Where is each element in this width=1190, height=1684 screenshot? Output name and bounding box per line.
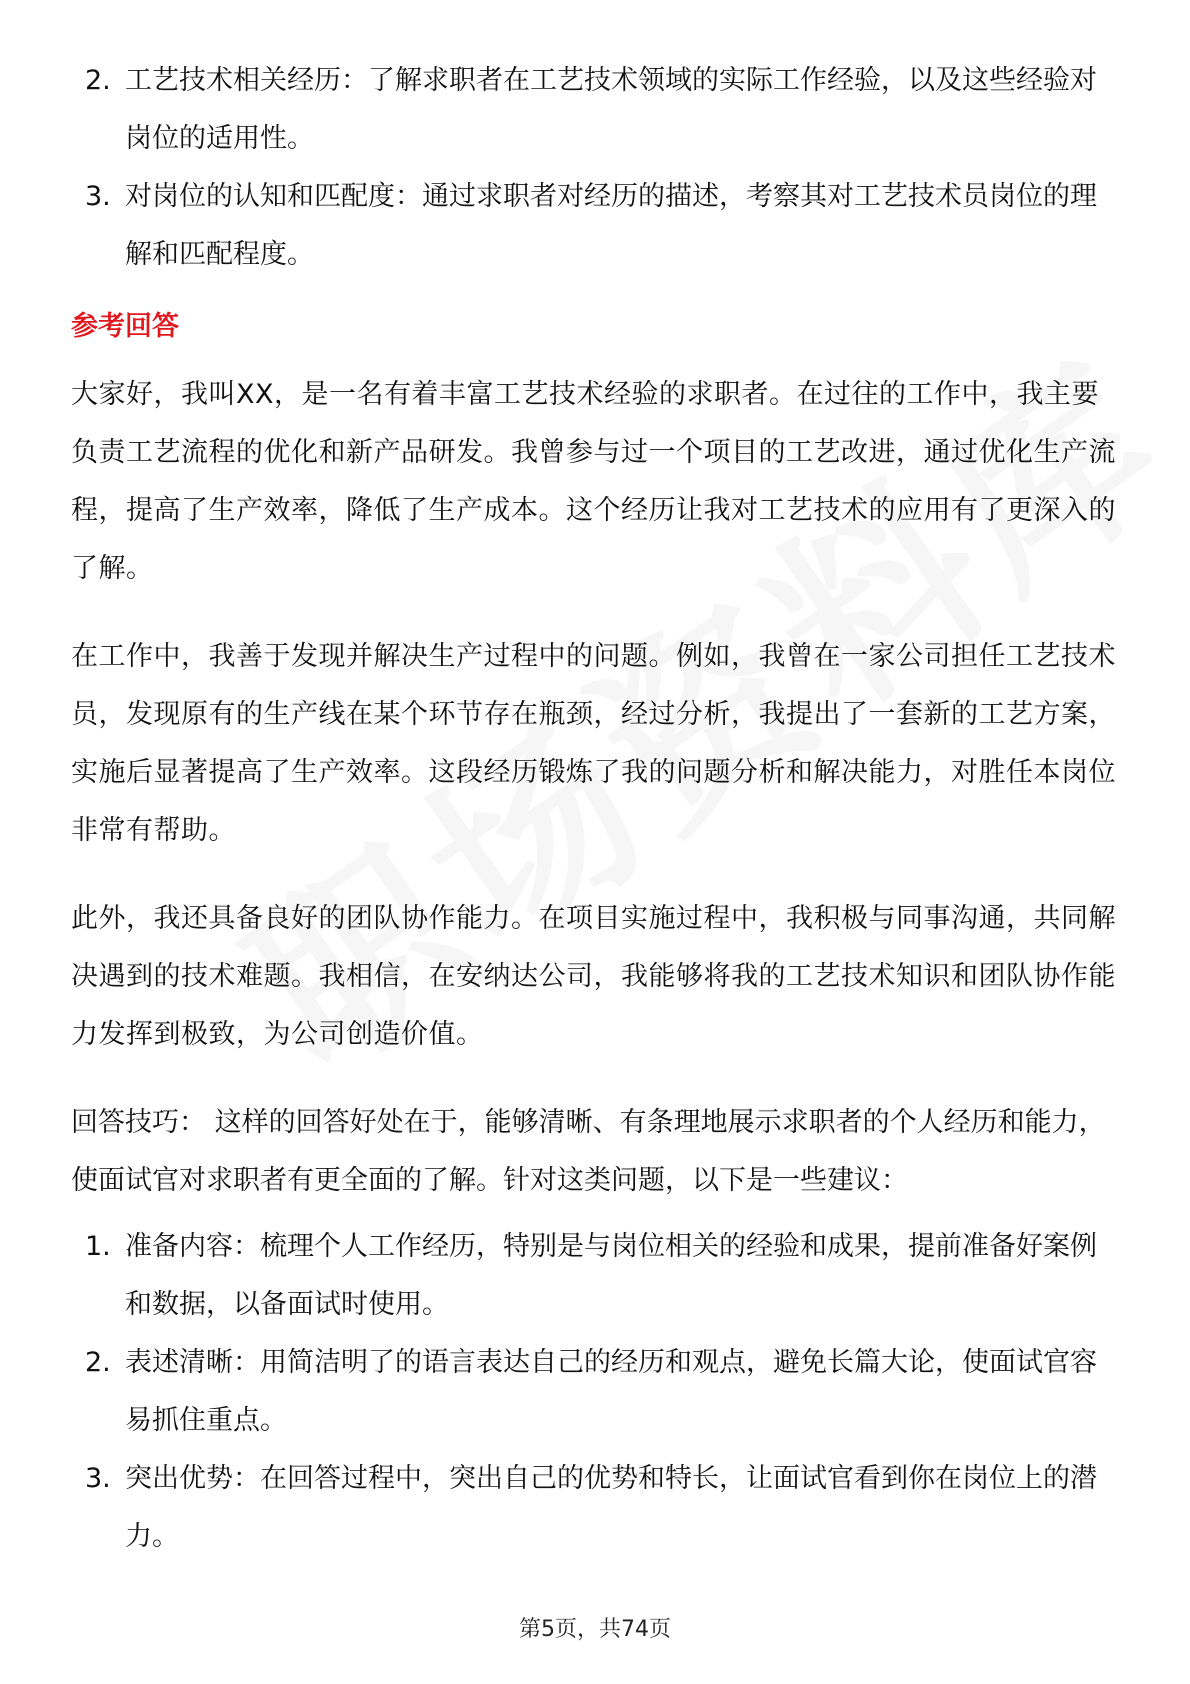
list-item-text: 表述清晰：用简洁明了的语言表达自己的经历和观点，避免长篇大论，使面试官容易抓住重点。	[125, 1347, 1097, 1436]
list-number: 2.	[85, 1347, 111, 1378]
tips-intro: 回答技巧： 这样的回答好处在于，能够清晰、有条理地展示求职者的个人经历和能力，使面试官对求职者有更全面的了解。针对这类问题，以下是一些建议：	[71, 1107, 1106, 1196]
answer-paragraph: 此外，我还具备良好的团队协作能力。在项目实施过程中，我积极与同事沟通，共同解决遇到的技术难题。我相信，在安纳达公司，我能够将我的工艺技术知识和团队协作能力发挥到极致，为公司创造价值。	[71, 903, 1116, 1050]
list-number: 1.	[85, 1231, 111, 1262]
page-number-footer: 第5页，共74页	[519, 1617, 671, 1642]
list-number: 2.	[85, 65, 111, 96]
list-item-text: 突出优势：在回答过程中，突出自己的优势和特长，让面试官看到你在岗位上的潜力。	[125, 1463, 1097, 1552]
list-item	[71, 1450, 1121, 1566]
tips-list	[71, 1218, 1121, 1566]
list-item	[71, 168, 1121, 284]
criteria-list	[71, 52, 1121, 284]
section-heading: 参考回答	[71, 311, 179, 342]
page-content	[71, 52, 1121, 1566]
list-item	[71, 1218, 1121, 1334]
list-item-text: 对岗位的认知和匹配度：通过求职者对经历的描述，考察其对工艺技术员岗位的理解和匹配程度。	[125, 181, 1097, 270]
list-item	[71, 52, 1121, 168]
list-item	[71, 1334, 1121, 1450]
list-item-text: 准备内容：梳理个人工作经历，特别是与岗位相关的经验和成果，提前准备好案例和数据，以备面试时使用。	[125, 1231, 1097, 1320]
list-number: 3.	[85, 181, 111, 212]
answer-paragraph: 在工作中，我善于发现并解决生产过程中的问题。例如，我曾在一家公司担任工艺技术员，发现原有的生产线在某个环节存在瓶颈，经过分析，我提出了一套新的工艺方案，实施后显著提高了生产效率。这段经历锻炼了我的问题分析和解决能力，对胜任本岗位非常有帮助。	[71, 641, 1116, 846]
answer-paragraph: 大家好，我叫XX，是一名有着丰富工艺技术经验的求职者。在过往的工作中，我主要负责工艺流程的优化和新产品研发。我曾参与过一个项目的工艺改进，通过优化生产流程，提高了生产效率，降低了生产成本。这个经历让我对工艺技术的应用有了更深入的了解。	[71, 379, 1116, 584]
list-number: 3.	[85, 1463, 111, 1494]
list-item-text: 工艺技术相关经历：了解求职者在工艺技术领域的实际工作经验，以及这些经验对岗位的适用性。	[125, 65, 1097, 154]
